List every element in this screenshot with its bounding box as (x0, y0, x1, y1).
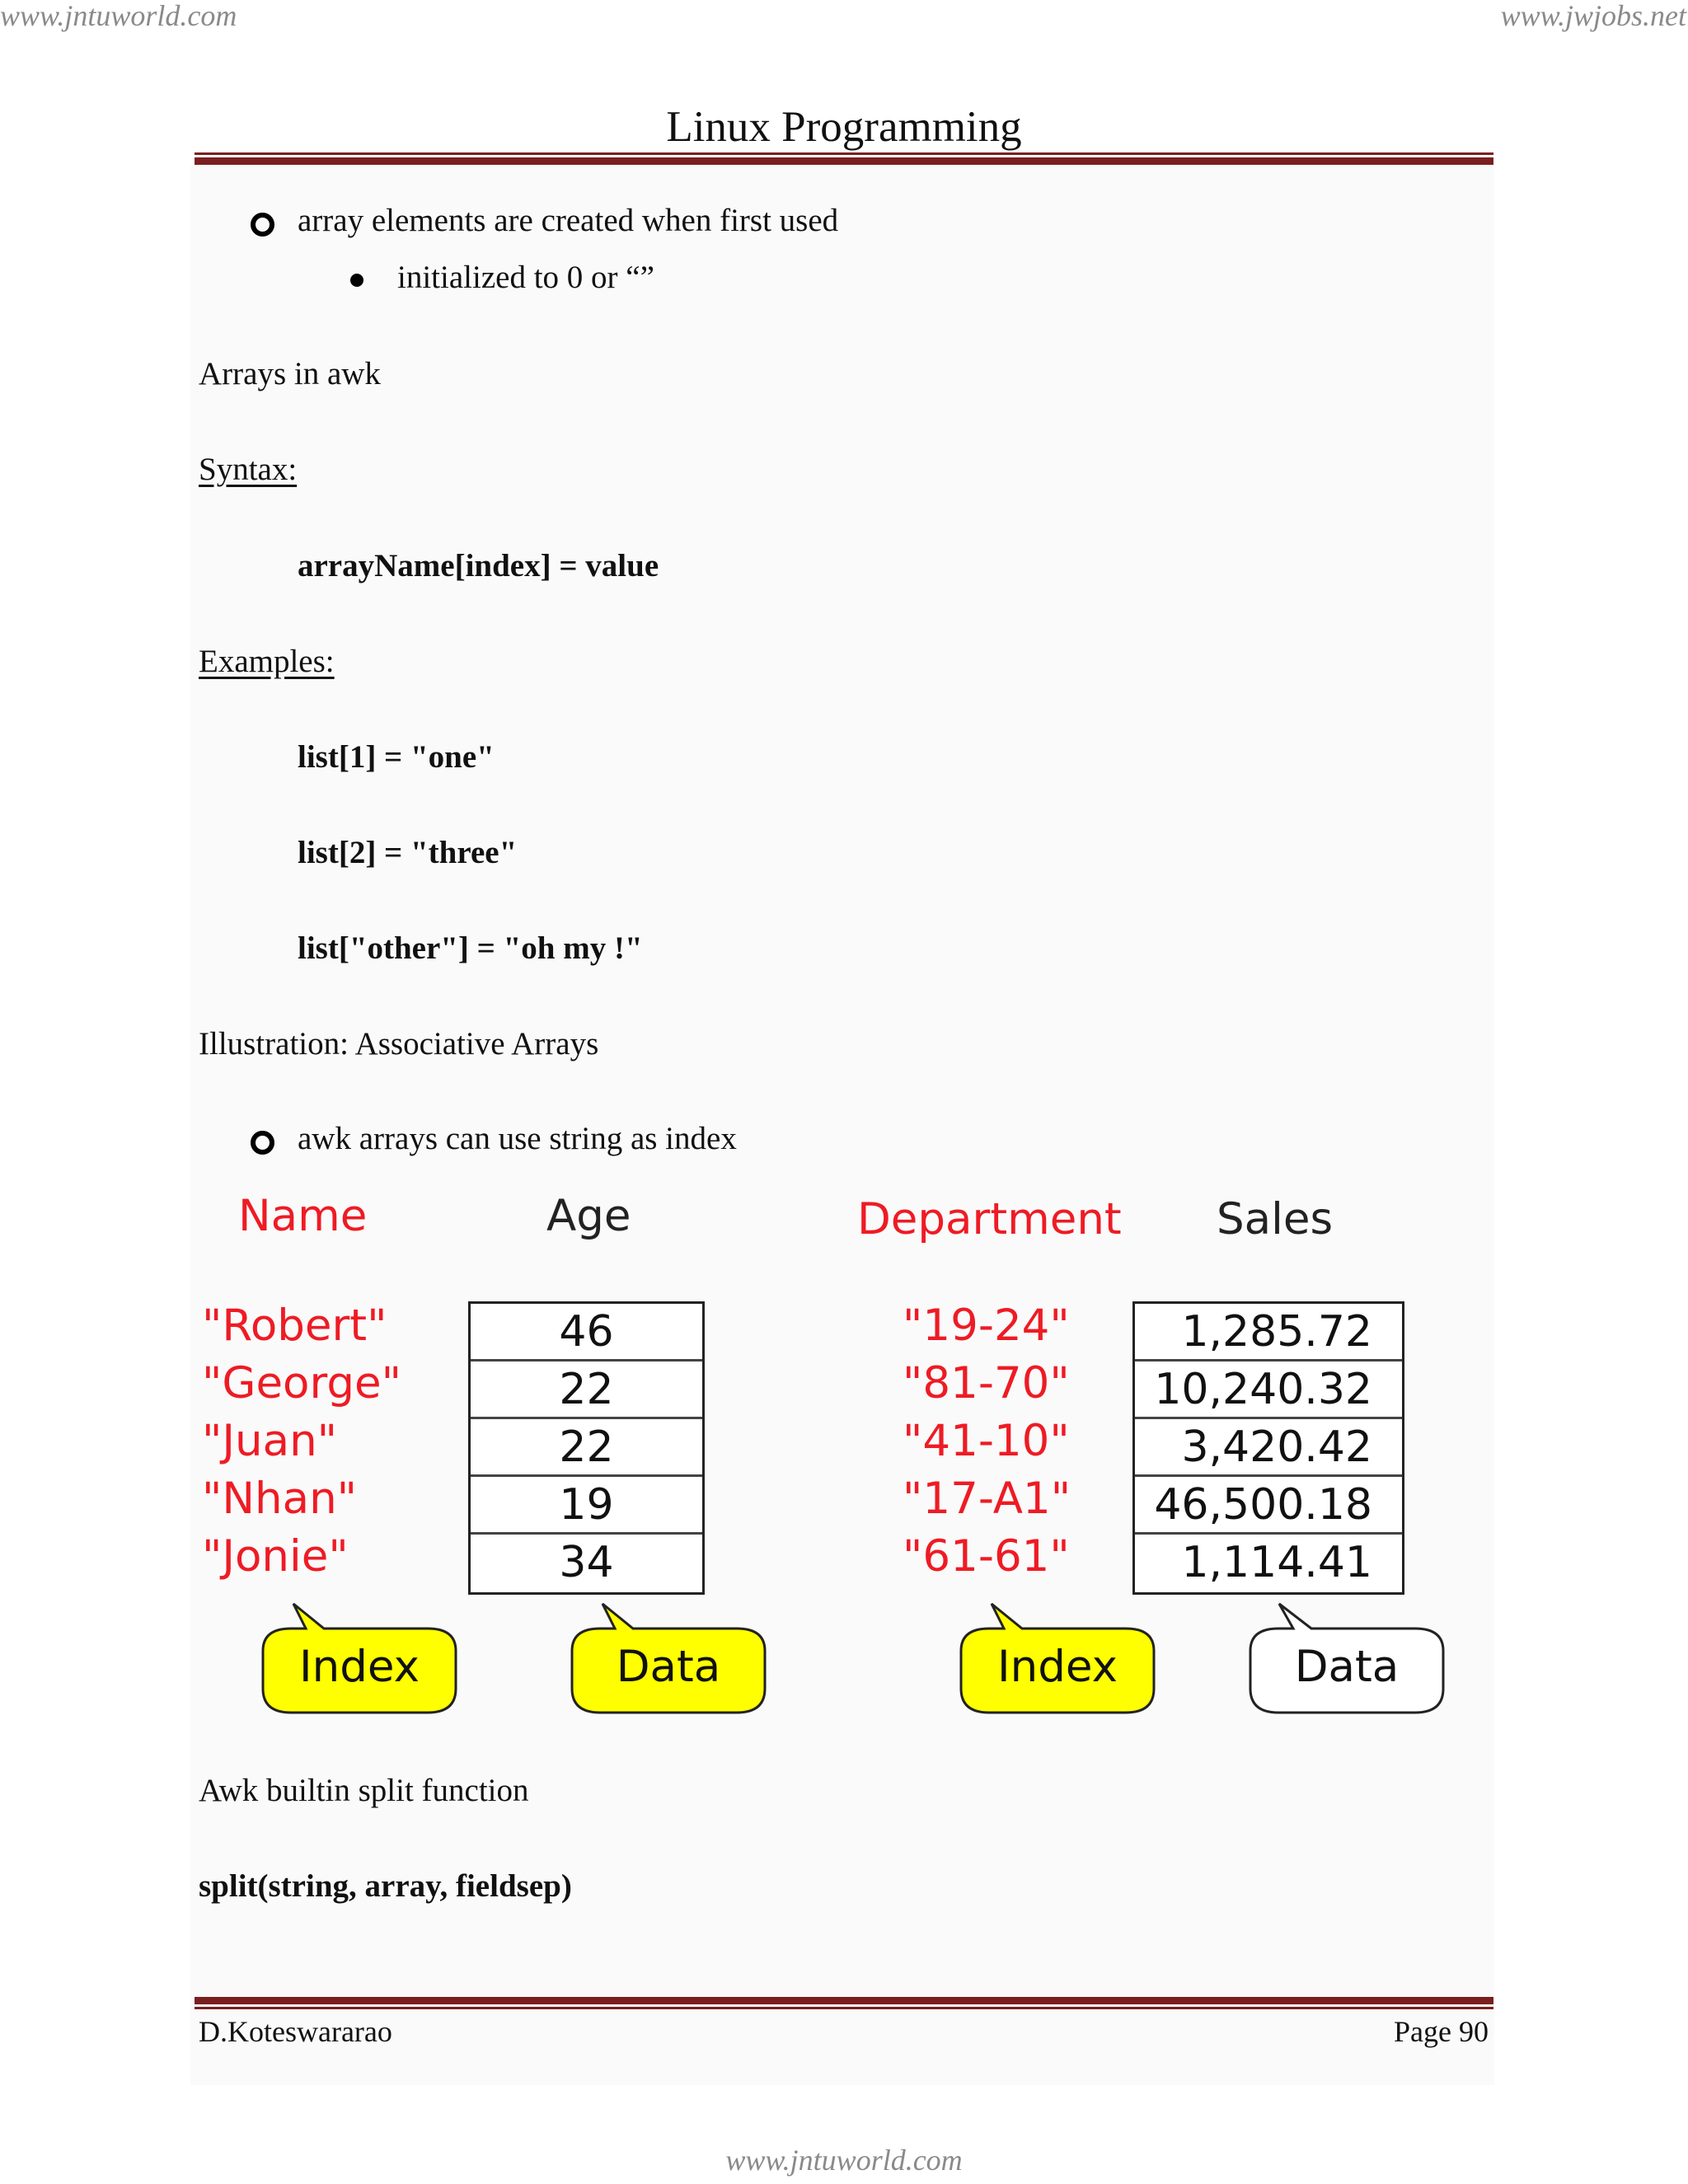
age-column-header: Age (546, 1191, 631, 1241)
footer-rule-thin (195, 2007, 1493, 2009)
examples-label: Examples: (199, 644, 335, 679)
bullet-string-index: awk arrays can use string as index (298, 1121, 737, 1156)
example-line: list[2] = "three" (298, 835, 518, 870)
index-key: "17-A1" (903, 1474, 1071, 1524)
split-code: split(string, array, fieldsep) (199, 1868, 572, 1904)
data-cell: 1,114.41 (1181, 1538, 1372, 1587)
data-cell: 3,420.42 (1135, 1419, 1402, 1477)
header-rule-thin (195, 152, 1493, 155)
index-key: "61-61" (903, 1531, 1070, 1582)
bullet-array-elements: array elements are created when first used (298, 203, 839, 238)
data-callout-label: Data (1294, 1642, 1400, 1692)
index-key: "81-70" (903, 1358, 1070, 1408)
index-key: "41-10" (903, 1416, 1070, 1466)
heading-arrays-in-awk: Arrays in awk (199, 356, 381, 391)
index-callout-label: Index (299, 1642, 420, 1692)
data-cell: 19 (471, 1477, 702, 1535)
syntax-label: Syntax: (199, 452, 298, 487)
example-line: list[1] = "one" (298, 739, 495, 775)
index-key: "George" (202, 1358, 401, 1408)
watermark-top-left: www.jntuworld.com (0, 0, 237, 32)
data-cell: 46 (471, 1304, 702, 1361)
age-data-table (468, 1301, 705, 1595)
watermark-bottom: www.jntuworld.com (725, 2144, 963, 2177)
example-line: list["other"] = "oh my !" (298, 930, 643, 966)
department-column-header: Department (857, 1194, 1122, 1244)
index-callout-label: Index (997, 1642, 1118, 1692)
data-cell: 22 (471, 1361, 702, 1419)
footer-page-number: Page 90 (1394, 2015, 1489, 2048)
hollow-bullet-icon (251, 1131, 274, 1155)
name-column-header: Name (238, 1191, 368, 1241)
sales-data-table (1132, 1301, 1404, 1595)
sales-column-header: Sales (1217, 1194, 1334, 1244)
data-cell: 34 (559, 1538, 614, 1587)
page-title: Linux Programming (666, 103, 1022, 151)
footer-author: D.Koteswararao (199, 2015, 392, 2048)
index-key: "Nhan" (202, 1474, 358, 1524)
split-heading: Awk builtin split function (199, 1773, 529, 1808)
data-cell: 1,285.72 (1135, 1304, 1402, 1361)
index-key: "Jonie" (202, 1531, 349, 1582)
illustration-heading: Illustration: Associative Arrays (199, 1026, 599, 1062)
syntax-code: arrayName[index] = value (298, 548, 659, 583)
sub-bullet-initialized: initialized to 0 or “” (397, 260, 654, 295)
data-cell: 10,240.32 (1135, 1361, 1402, 1419)
index-key: "19-24" (903, 1301, 1070, 1351)
filled-bullet-icon (350, 274, 363, 287)
associative-array-figure (190, 1191, 1494, 1735)
hollow-bullet-icon (251, 213, 274, 237)
watermark-top-right: www.jwjobs.net (1500, 0, 1686, 32)
data-callout-label: Data (616, 1642, 721, 1692)
header-rule-thick (195, 157, 1493, 165)
index-key: "Juan" (202, 1416, 338, 1466)
index-key: "Robert" (202, 1301, 387, 1351)
data-cell: 22 (471, 1419, 702, 1477)
data-cell: 46,500.18 (1135, 1477, 1402, 1535)
footer-rule-thick (195, 1997, 1493, 2004)
